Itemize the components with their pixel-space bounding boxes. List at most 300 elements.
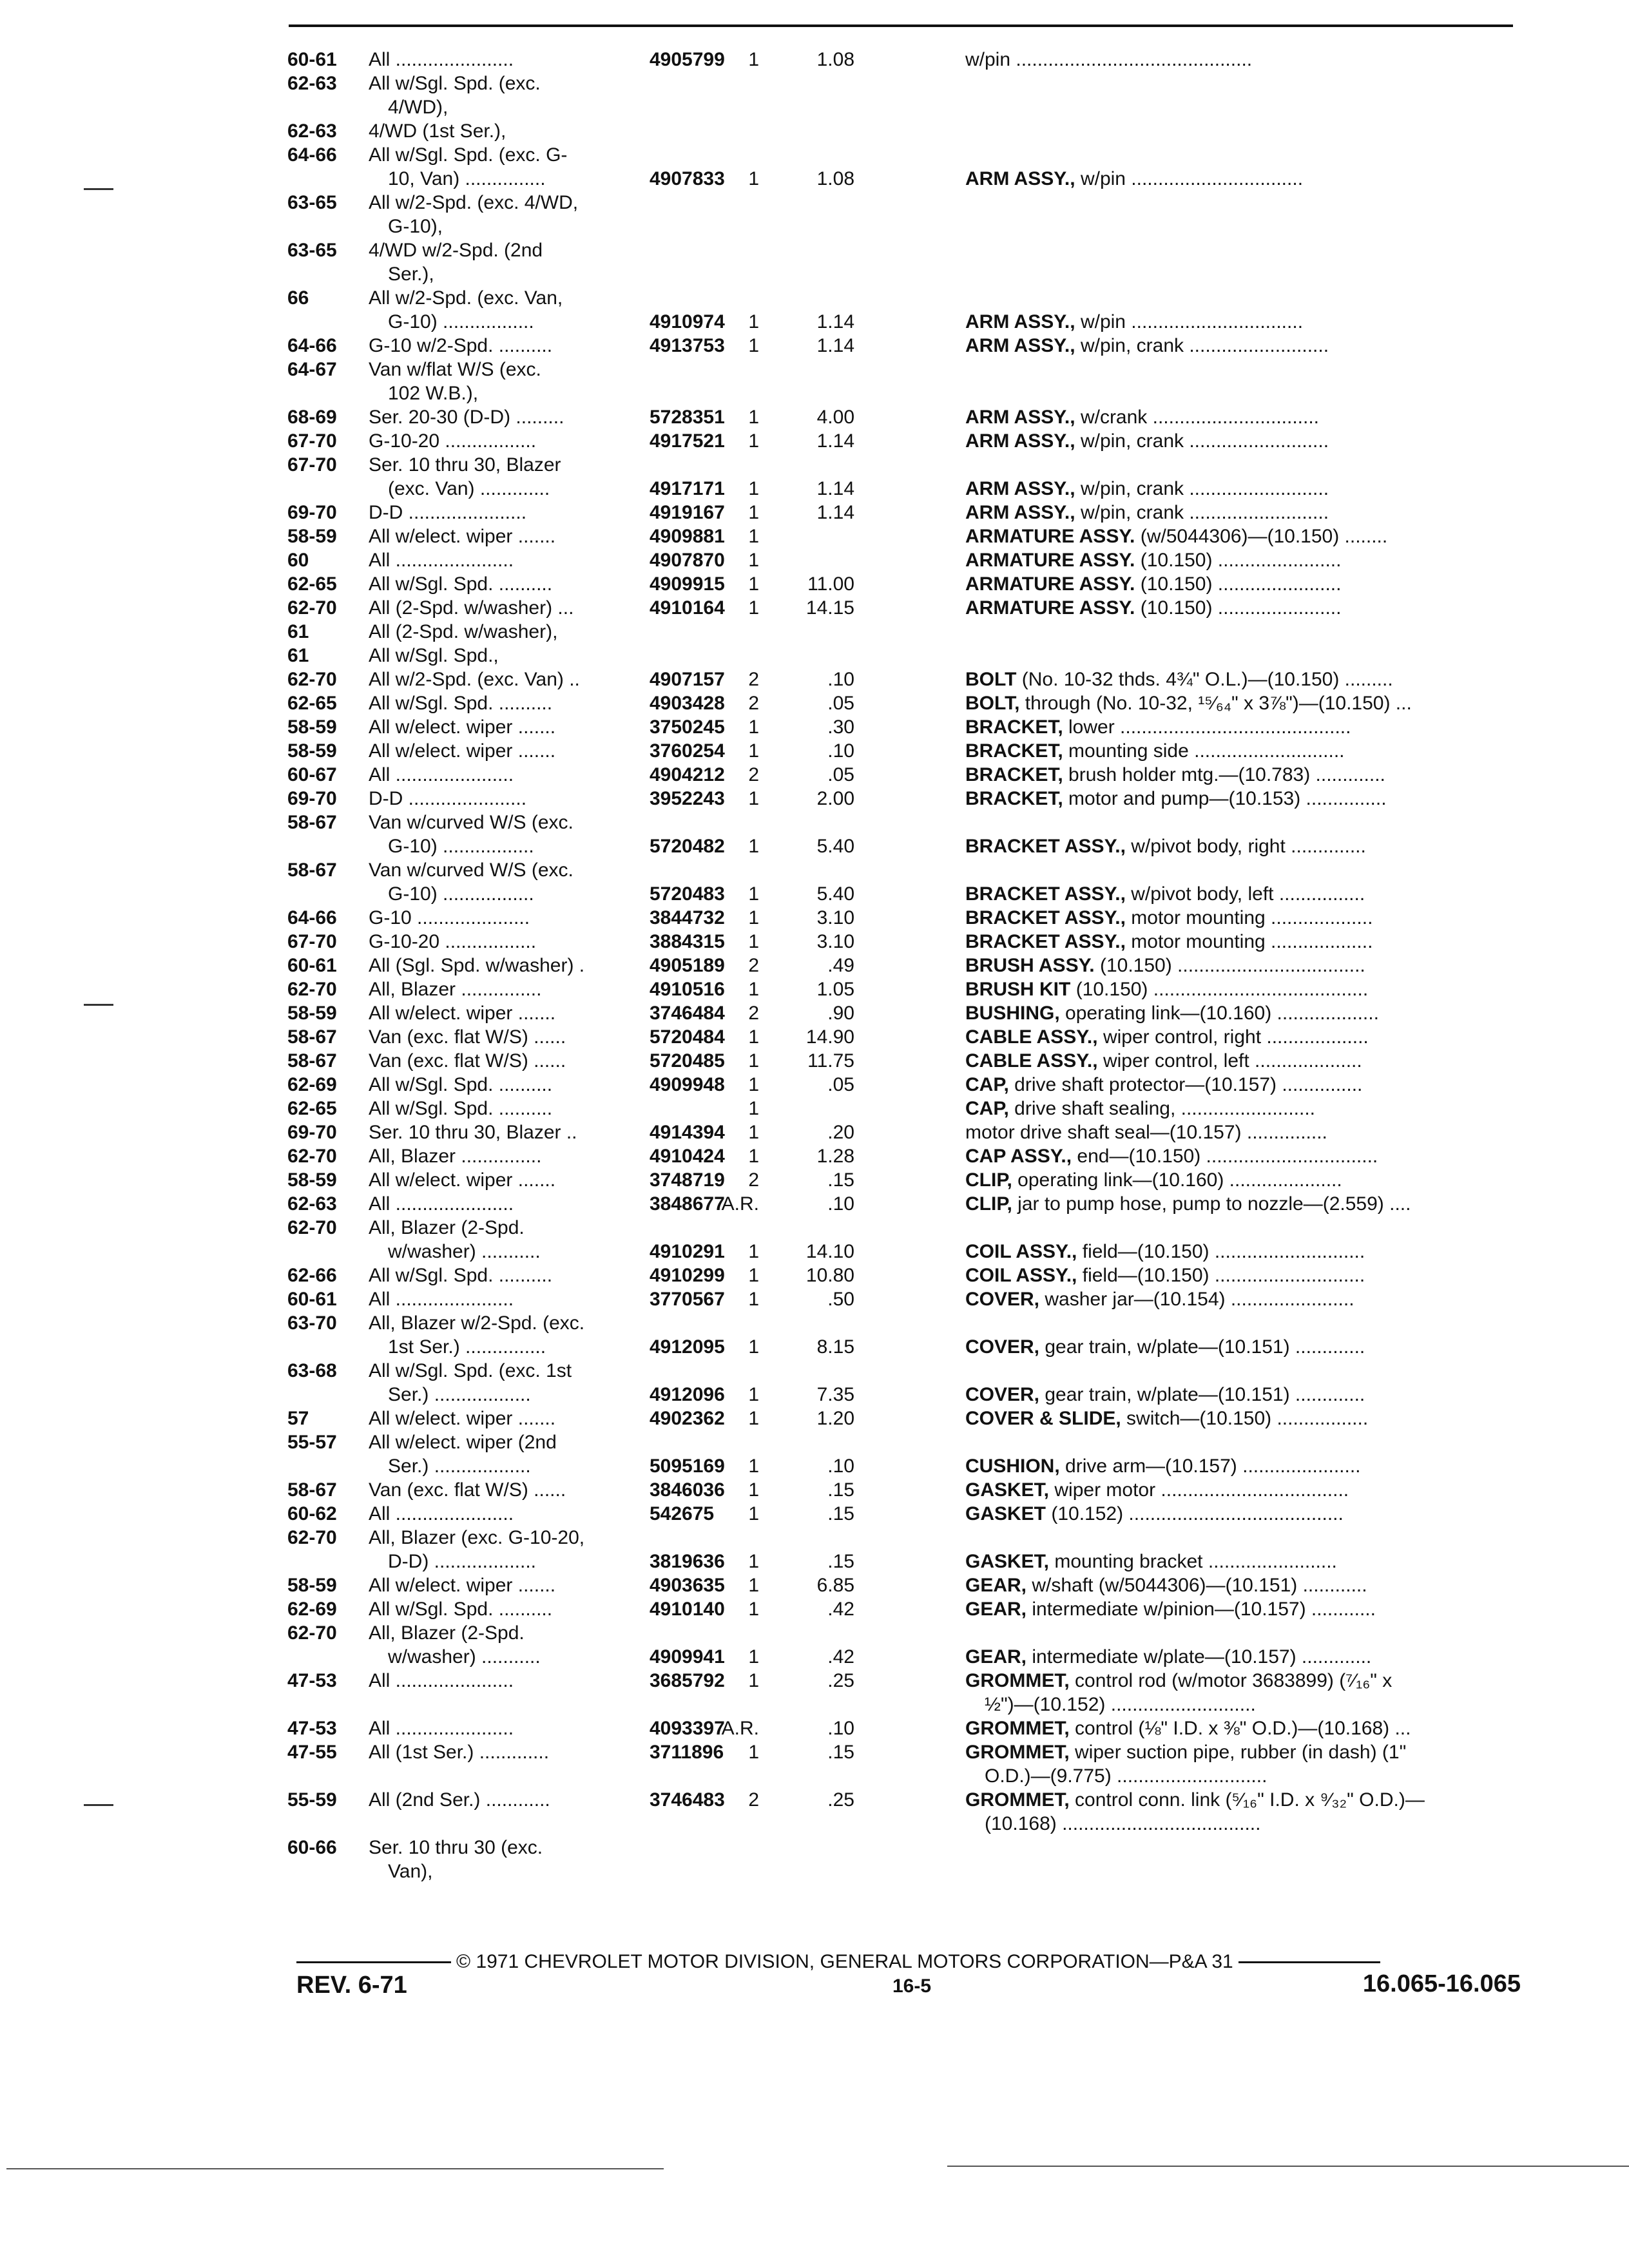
description-line: [965, 501, 1518, 524]
model-application: [369, 906, 646, 930]
model-application: [369, 1264, 646, 1287]
quantity: 1: [748, 1551, 759, 1572]
parts-row: [287, 1216, 1518, 1264]
part-description: [965, 1597, 1518, 1621]
part-name: GEAR,: [965, 1575, 1027, 1596]
list-price: 1.28: [816, 1146, 854, 1167]
description-text: motor mounting ...................: [1131, 907, 1373, 928]
description-text: control (⅛" I.D. x ⅜" O.D.)—(10.168) ...: [1075, 1718, 1411, 1739]
model-line: All, Blazer (exc. G-10-20,: [369, 1527, 585, 1548]
list-price: .15: [827, 1551, 854, 1572]
part-description: [965, 477, 1518, 501]
quantity: 1: [748, 1241, 759, 1262]
part-description: [965, 1454, 1518, 1478]
parts-row: [287, 1502, 1518, 1526]
model-application: [369, 977, 646, 1001]
list-price: .15: [827, 1503, 854, 1524]
parts-row: [287, 501, 1518, 524]
list-price: 14.10: [805, 1241, 854, 1262]
parts-row: [287, 596, 1518, 620]
model-line: All ......................: [369, 1503, 514, 1524]
part-name: GEAR,: [965, 1646, 1027, 1667]
part-description: [965, 1573, 1518, 1597]
part-number: 4910140: [650, 1599, 725, 1620]
model-years: 58-59: [287, 1169, 337, 1191]
model-application: [369, 453, 646, 501]
description-text: mounting bracket ........................: [1054, 1551, 1337, 1572]
description-text: gear train, w/plate—(10.151) .............: [1045, 1336, 1365, 1358]
model-line: All (1st Ser.) .............: [369, 1742, 550, 1763]
parts-row: [287, 1359, 1518, 1407]
description-text: intermediate w/plate—(10.157) .............: [1032, 1646, 1372, 1667]
part-name: ARMATURE ASSY.: [965, 550, 1135, 571]
model-application: [369, 1359, 646, 1407]
model-years: 58-59: [287, 1575, 337, 1596]
quantity: 1: [748, 1503, 759, 1524]
model-line: All (2-Spd. w/washer) ...: [369, 597, 574, 619]
part-name: BUSHING,: [965, 1003, 1060, 1024]
model-application: [369, 238, 646, 286]
description-line: [965, 1788, 1518, 1812]
model-years: 67-70: [287, 931, 337, 952]
parts-row: [287, 1311, 1518, 1359]
description-text: w/pin, crank ..........................: [1080, 430, 1329, 452]
part-number: 5720483: [650, 883, 725, 905]
part-number: 4907157: [650, 669, 725, 690]
part-number: 4903428: [650, 693, 725, 714]
part-description: [965, 1645, 1518, 1669]
parts-row: [287, 1716, 1518, 1740]
top-rule: [289, 24, 1513, 27]
model-line: All ......................: [369, 1193, 514, 1215]
part-name: ARMATURE ASSY.: [965, 526, 1135, 547]
model-years: 62-70: [287, 669, 337, 690]
quantity: 1: [748, 1408, 759, 1429]
list-price: 5.40: [816, 883, 854, 905]
model-application: [369, 1097, 646, 1120]
model-application: [369, 1669, 646, 1693]
model-line: All w/elect. wiper .......: [369, 716, 556, 738]
quantity: 1: [748, 836, 759, 857]
part-number: 3711896: [650, 1742, 724, 1763]
model-years: 60-61: [287, 49, 337, 70]
description-line: [965, 1240, 1518, 1264]
description-line: [965, 1097, 1518, 1120]
model-application: [369, 1287, 646, 1311]
model-years: 64-66: [287, 144, 337, 166]
part-description: [965, 834, 1518, 858]
list-price: 4.00: [816, 407, 854, 428]
part-description: [965, 1287, 1518, 1311]
description-text: washer jar—(10.154) .......................: [1045, 1289, 1354, 1310]
description-line: [965, 691, 1518, 715]
parts-row: [287, 72, 1518, 119]
list-price: 6.85: [816, 1575, 854, 1596]
model-line: Ser. 10 thru 30 (exc.: [369, 1837, 543, 1858]
model-line: All w/Sgl. Spd. ..........: [369, 1098, 553, 1119]
model-years: 64-66: [287, 907, 337, 928]
part-description: [965, 1192, 1518, 1216]
description-line: [965, 1669, 1518, 1693]
list-price: .10: [827, 669, 854, 690]
model-line: (exc. Van) .............: [388, 478, 550, 499]
parts-row: [287, 119, 1518, 143]
quantity: 1: [748, 1384, 759, 1405]
part-description: [965, 1383, 1518, 1407]
description-line: [965, 977, 1518, 1001]
part-description: [965, 1073, 1518, 1097]
model-line: All (2nd Ser.) ............: [369, 1789, 550, 1811]
model-line: All w/Sgl. Spd. (exc. G-: [369, 144, 568, 166]
model-line: All, Blazer ...............: [369, 1146, 542, 1167]
model-application: [369, 1001, 646, 1025]
quantity: A.R.: [721, 1193, 759, 1215]
description-text: switch—(10.150) .................: [1126, 1408, 1369, 1429]
description-text: field—(10.150) ............................: [1082, 1265, 1365, 1286]
scan-artifact-line: [947, 2166, 1629, 2167]
quantity: 1: [748, 1646, 759, 1667]
part-description: [965, 548, 1518, 572]
model-application: [369, 644, 646, 668]
part-name: COVER & SLIDE,: [965, 1408, 1121, 1429]
model-line: All w/elect. wiper .......: [369, 526, 556, 547]
part-number: 4919167: [650, 502, 725, 523]
part-name: ARM ASSY.,: [965, 478, 1075, 499]
description-line: [965, 1168, 1518, 1192]
model-line: All, Blazer (2-Spd.: [369, 1217, 525, 1238]
part-name: BOLT,: [965, 693, 1020, 714]
model-years: 60-61: [287, 1289, 337, 1310]
list-price: 5.40: [816, 836, 854, 857]
model-application: [369, 715, 646, 739]
part-number: 3746484: [650, 1003, 725, 1024]
part-number: 3770567: [650, 1289, 725, 1310]
part-number: 3952243: [650, 788, 725, 809]
part-description: [965, 1788, 1518, 1836]
model-line: Ser.) ..................: [388, 1384, 531, 1405]
list-price: .05: [827, 1074, 854, 1095]
part-name: ARM ASSY.,: [965, 168, 1075, 189]
part-name: GROMMET,: [965, 1789, 1070, 1811]
description-line: [965, 167, 1518, 191]
part-name: GROMMET,: [965, 1742, 1070, 1763]
description-text: motor mounting ...................: [1131, 931, 1373, 952]
description-text: w/pin, crank ..........................: [1080, 335, 1329, 356]
model-line: All w/Sgl. Spd. ..........: [369, 573, 553, 595]
quantity: 1: [748, 883, 759, 905]
model-application: [369, 72, 646, 119]
model-application: [369, 358, 646, 405]
description-line: [965, 1001, 1518, 1025]
quantity: 1: [748, 526, 759, 547]
parts-row: [287, 143, 1518, 191]
model-years: 57: [287, 1408, 309, 1429]
quantity: 1: [748, 1575, 759, 1596]
list-price: .50: [827, 1289, 854, 1310]
parts-row: [287, 1025, 1518, 1049]
model-application: [369, 119, 646, 143]
quantity: 1: [748, 1479, 759, 1501]
model-line: Van),: [388, 1861, 433, 1882]
model-line: Ser. 20-30 (D-D) .........: [369, 407, 564, 428]
part-number: 3884315: [650, 931, 725, 952]
part-number: 3746483: [650, 1789, 725, 1811]
model-line: D-D ......................: [369, 502, 527, 523]
parts-row: [287, 1836, 1518, 1883]
list-price: 14.90: [805, 1026, 854, 1048]
quantity: 1: [748, 931, 759, 952]
list-price: .49: [827, 955, 854, 976]
footer-rule-left: [296, 1961, 451, 1963]
description-line: [965, 1287, 1518, 1311]
model-application: [369, 1311, 646, 1359]
part-number: 4909881: [650, 526, 725, 547]
model-line: All w/Sgl. Spd. (exc. 1st: [369, 1360, 572, 1381]
list-price: 1.14: [816, 502, 854, 523]
part-name: ARM ASSY.,: [965, 430, 1075, 452]
model-line: All w/elect. wiper .......: [369, 1408, 556, 1429]
model-line: G-10) .................: [388, 311, 534, 332]
model-years: 60-67: [287, 764, 337, 785]
margin-mark: [84, 1004, 113, 1006]
model-application: [369, 405, 646, 429]
parts-row: [287, 1120, 1518, 1144]
description-text: drive shaft sealing, .........................: [1014, 1098, 1316, 1119]
parts-row: [287, 787, 1518, 811]
part-name: ARMATURE ASSY.: [965, 597, 1135, 619]
model-line: All w/elect. wiper .......: [369, 1169, 556, 1191]
model-line: All ......................: [369, 1670, 514, 1691]
model-years: 58-67: [287, 812, 337, 833]
list-price: .10: [827, 740, 854, 762]
list-price: 1.14: [816, 478, 854, 499]
part-number: 4917521: [650, 430, 725, 452]
description-line: [965, 1645, 1518, 1669]
quantity: 1: [748, 1074, 759, 1095]
part-number: 4093397: [650, 1718, 725, 1739]
part-description: [965, 954, 1518, 977]
description-text: brush holder mtg.—(10.783) .............: [1068, 764, 1385, 785]
model-application: [369, 48, 646, 72]
model-line: All (2-Spd. w/washer),: [369, 621, 558, 642]
description-line: [965, 1597, 1518, 1621]
quantity: 2: [748, 1003, 759, 1024]
parts-row: [287, 1264, 1518, 1287]
model-application: [369, 620, 646, 644]
quantity: 1: [748, 788, 759, 809]
quantity: 1: [748, 311, 759, 332]
list-price: 3.10: [816, 931, 854, 952]
list-price: 10.80: [805, 1265, 854, 1286]
parts-row: [287, 739, 1518, 763]
model-line: All ......................: [369, 1718, 514, 1739]
model-line: All, Blazer w/2-Spd. (exc.: [369, 1312, 585, 1334]
parts-row: [287, 1597, 1518, 1621]
model-application: [369, 1120, 646, 1144]
description-line: [965, 1407, 1518, 1430]
model-years: 61: [287, 621, 309, 642]
quantity: 1: [748, 430, 759, 452]
parts-row: [287, 48, 1518, 72]
list-price: .90: [827, 1003, 854, 1024]
parts-row: [287, 334, 1518, 358]
description-text: (10.168) .....................................: [985, 1813, 1261, 1834]
description-text: operating link—(10.160) .....................: [1017, 1169, 1342, 1191]
part-name: CABLE ASSY.,: [965, 1050, 1098, 1072]
list-price: .15: [827, 1479, 854, 1501]
margin-mark: [84, 188, 113, 190]
parts-row: [287, 1430, 1518, 1478]
parts-row: [287, 286, 1518, 334]
part-name: CAP,: [965, 1098, 1009, 1119]
description-line: [965, 1693, 1518, 1716]
model-application: [369, 1836, 646, 1883]
part-name: ARM ASSY.,: [965, 407, 1075, 428]
part-number: 4910516: [650, 979, 725, 1000]
model-application: [369, 1597, 646, 1621]
list-price: .15: [827, 1169, 854, 1191]
quantity: 1: [748, 478, 759, 499]
list-price: .10: [827, 1193, 854, 1215]
part-description: [965, 48, 1518, 72]
part-description: [965, 501, 1518, 524]
parts-row: [287, 644, 1518, 668]
part-number: 4912095: [650, 1336, 725, 1358]
parts-row: [287, 668, 1518, 691]
list-price: .42: [827, 1599, 854, 1620]
description-text: w/crank ...............................: [1080, 407, 1320, 428]
quantity: 1: [748, 550, 759, 571]
description-text: operating link—(10.160) ...................: [1065, 1003, 1379, 1024]
revision-label: REV. 6-71: [296, 1972, 407, 1999]
description-text: intermediate w/pinion—(10.157) ............: [1032, 1599, 1376, 1620]
description-line: [965, 1264, 1518, 1287]
parts-row: [287, 548, 1518, 572]
description-text: w/pin ................................: [1080, 311, 1304, 332]
model-application: [369, 143, 646, 191]
parts-row: [287, 1049, 1518, 1073]
part-number: 4905799: [650, 49, 725, 70]
list-price: 2.00: [816, 788, 854, 809]
description-line: [965, 1764, 1518, 1788]
parts-row: [287, 858, 1518, 906]
part-name: BRACKET,: [965, 740, 1063, 762]
model-line: All w/Sgl. Spd.,: [369, 645, 499, 666]
model-line: All w/elect. wiper .......: [369, 1003, 556, 1024]
part-number: 4905189: [650, 955, 725, 976]
part-number: 3760254: [650, 740, 725, 762]
part-description: [965, 596, 1518, 620]
list-price: .42: [827, 1646, 854, 1667]
description-line: [965, 1025, 1518, 1049]
part-number: 4909915: [650, 573, 725, 595]
part-description: [965, 763, 1518, 787]
page-number: 16-5: [892, 1975, 932, 1997]
model-line: All ......................: [369, 764, 514, 785]
model-line: w/washer) ...........: [388, 1241, 541, 1262]
quantity: 2: [748, 693, 759, 714]
part-name: BRACKET ASSY.,: [965, 907, 1126, 928]
model-line: All, Blazer ...............: [369, 979, 542, 1000]
part-name: ARM ASSY.,: [965, 311, 1075, 332]
part-number: 4903635: [650, 1575, 725, 1596]
description-line: [965, 572, 1518, 596]
description-text: wiper control, right ...................: [1103, 1026, 1369, 1048]
part-name: CAP ASSY.,: [965, 1146, 1072, 1167]
part-number: 4904212: [650, 764, 725, 785]
part-name: COVER,: [965, 1336, 1040, 1358]
description-line: [965, 1073, 1518, 1097]
part-description: [965, 1502, 1518, 1526]
quantity: 1: [748, 1050, 759, 1072]
description-text: w/pivot body, left ................: [1131, 883, 1365, 905]
quantity: 2: [748, 955, 759, 976]
part-description: [965, 906, 1518, 930]
model-years: 62-70: [287, 1217, 337, 1238]
model-line: All w/elect. wiper .......: [369, 740, 556, 762]
description-text: O.D.)—(9.775) ............................: [985, 1765, 1268, 1787]
model-years: 47-55: [287, 1742, 337, 1763]
model-years: 62-70: [287, 1146, 337, 1167]
model-years: 62-65: [287, 693, 337, 714]
part-description: [965, 405, 1518, 429]
part-number: 4910299: [650, 1265, 725, 1286]
model-years: 62-66: [287, 1265, 337, 1286]
model-line: All w/Sgl. Spd. ..........: [369, 1074, 553, 1095]
quantity: 1: [748, 979, 759, 1000]
part-description: [965, 715, 1518, 739]
model-years: 60-61: [287, 955, 337, 976]
part-name: BRACKET,: [965, 788, 1063, 809]
part-name: GASKET,: [965, 1479, 1050, 1501]
list-price: 1.08: [816, 168, 854, 189]
part-description: [965, 1335, 1518, 1359]
parts-row: [287, 1478, 1518, 1502]
model-application: [369, 1049, 646, 1073]
part-name: BOLT: [965, 669, 1017, 690]
list-price: 1.14: [816, 311, 854, 332]
description-line: [965, 405, 1518, 429]
model-application: [369, 1621, 646, 1669]
model-years: 62-63: [287, 73, 337, 94]
model-years: 67-70: [287, 430, 337, 452]
model-application: [369, 668, 646, 691]
model-application: [369, 1216, 646, 1264]
description-line: [965, 668, 1518, 691]
part-description: [965, 739, 1518, 763]
model-years: 62-70: [287, 597, 337, 619]
model-years: 62-70: [287, 1622, 337, 1644]
model-application: [369, 1168, 646, 1192]
model-years: 63-65: [287, 240, 337, 261]
part-name: CABLE ASSY.,: [965, 1026, 1098, 1048]
part-description: [965, 691, 1518, 715]
quantity: 2: [748, 1169, 759, 1191]
part-name: GEAR,: [965, 1599, 1027, 1620]
list-price: 11.00: [807, 573, 854, 595]
list-price: 11.75: [807, 1050, 854, 1072]
part-description: [965, 572, 1518, 596]
margin-mark: [84, 1804, 113, 1806]
model-application: [369, 954, 646, 977]
quantity: 1: [748, 1742, 759, 1763]
part-description: [965, 882, 1518, 906]
part-number: 5728351: [650, 407, 725, 428]
parts-row: [287, 1407, 1518, 1430]
model-line: D-D ......................: [369, 788, 527, 809]
description-line: [965, 48, 1518, 72]
parts-row: [287, 691, 1518, 715]
